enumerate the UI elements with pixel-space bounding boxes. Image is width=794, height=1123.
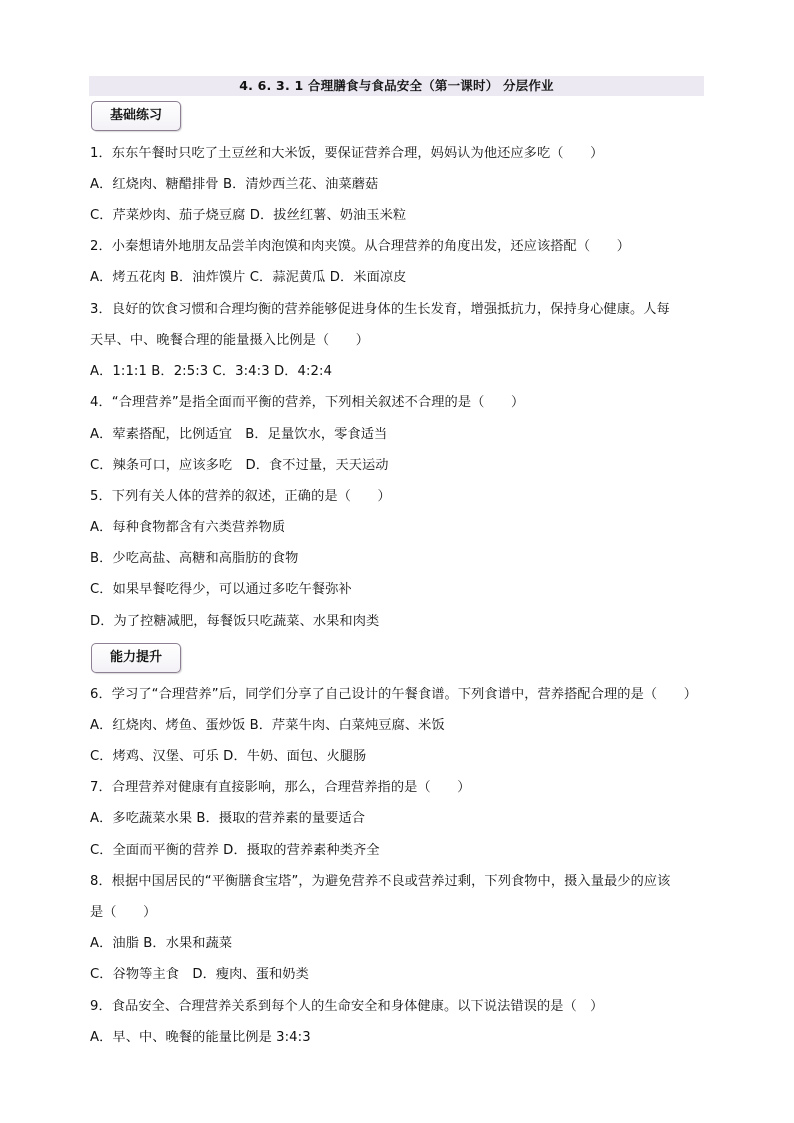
- option-line: A．1:1:1 B．2:5:3 C．3:4:3 D．4:2:4: [90, 364, 333, 379]
- option-line: C．辣条可口，应该多吃 D．食不过量，天天运动: [90, 458, 389, 473]
- question-9: 9．食品安全、合理营养关系到每个人的生命安全和身体健康。以下说法错误的是（ ）: [90, 999, 604, 1014]
- question-4: 4．“合理营养”是指全面而平衡的营养，下列相关叙述不合理的是（ ）: [90, 395, 525, 410]
- question-6: 6．学习了“合理营养”后，同学们分享了自己设计的午餐食谱。下列食谱中，营养搭配合理的是（ ）: [90, 687, 697, 702]
- option-line: C．如果早餐吃得少，可以通过多吃午餐弥补: [90, 582, 352, 597]
- option-line: A．红烧肉、糖醋排骨 B．清炒西兰花、油菜蘑菇: [90, 177, 379, 192]
- option-line: C．全面而平衡的营养 D．摄取的营养素种类齐全: [90, 843, 380, 858]
- question-7: 7．合理营养对健康有直接影响，那么，合理营养指的是（ ）: [90, 780, 471, 795]
- question-8-continued: 是（ ）: [90, 905, 157, 920]
- option-line: A．早、中、晚餐的能量比例是 3:4:3: [90, 1030, 311, 1045]
- question-3: 3．良好的饮食习惯和合理均衡的营养能够促进身体的生长发育，增强抵抗力，保持身心健康。人每: [90, 302, 670, 317]
- document-title: 4. 6. 3. 1 合理膳食与食品安全（第一课时） 分层作业: [89, 76, 704, 96]
- option-line: C．烤鸡、汉堡、可乐 D．牛奶、面包、火腿肠: [90, 749, 367, 764]
- question-2: 2．小秦想请外地朋友品尝羊肉泡馍和肉夹馍。从合理营养的角度出发，还应该搭配（ ）: [90, 239, 630, 254]
- option-line: A．多吃蔬菜水果 B．摄取的营养素的量要适合: [90, 811, 366, 826]
- question-3-continued: 天早、中、晚餐合理的能量摄入比例是（ ）: [90, 333, 370, 348]
- option-line: A．荤素搭配，比例适宜 B．足量饮水，零食适当: [90, 427, 388, 442]
- option-line: D．为了控糖减肥，每餐饭只吃蔬菜、水果和肉类: [90, 614, 380, 629]
- question-5: 5．下列有关人体的营养的叙述，正确的是（ ）: [90, 489, 391, 504]
- option-line: C．谷物等主食 D．瘦肉、蛋和奶类: [90, 967, 309, 982]
- option-line: A．油脂 B．水果和蔬菜: [90, 936, 233, 951]
- option-line: A．红烧肉、烤鱼、蛋炒饭 B．芹菜牛肉、白菜炖豆腐、米饭: [90, 718, 445, 733]
- option-line: B．少吃高盐、高糖和高脂肪的食物: [90, 551, 299, 566]
- section-label-advanced: 能力提升: [91, 643, 181, 673]
- option-line: A．烤五花肉 B．油炸馍片 C．蒜泥黄瓜 D．米面凉皮: [90, 270, 407, 285]
- option-line: A．每种食物都含有六类营养物质: [90, 520, 286, 535]
- section-label-basic: 基础练习: [91, 101, 181, 131]
- question-1: 1．东东午餐时只吃了土豆丝和大米饭，要保证营养合理，妈妈认为他还应多吃（ ）: [90, 146, 604, 161]
- question-8: 8．根据中国居民的“平衡膳食宝塔”，为避免营养不良或营养过剩，下列食物中，摄入量最少的应该: [90, 874, 671, 889]
- option-line: C．芹菜炒肉、茄子烧豆腐 D．拔丝红薯、奶油玉米粒: [90, 208, 407, 223]
